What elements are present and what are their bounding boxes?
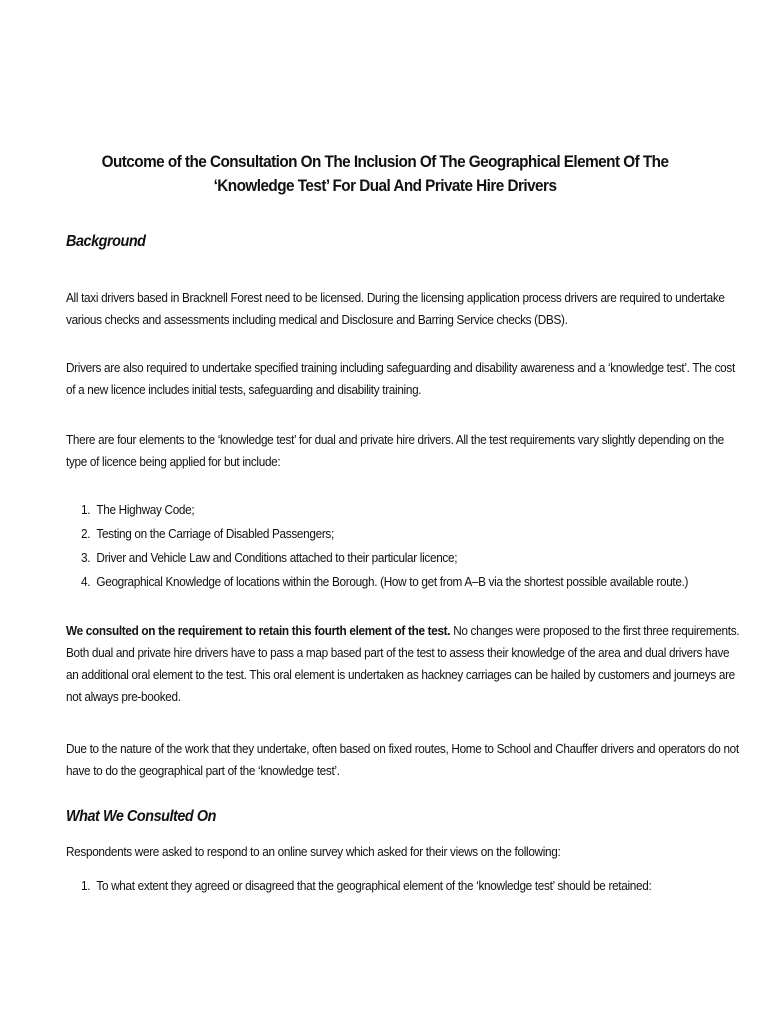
survey-questions-list <box>81 874 651 898</box>
paragraph-line: Respondents were asked to respond to an online survey which asked for their views on the following: <box>66 844 561 859</box>
paragraph-consulted-requirement <box>66 620 738 708</box>
list-item: 2. Testing on the Carriage of Disabled Passengers; <box>81 526 334 541</box>
paragraph-line: an additional oral element to the test. This oral element is undertaken as hackney carriages can be hailed by customers and journeys are <box>66 667 735 682</box>
title-line-1: Outcome of the Consultation On The Inclusion Of The Geographical Element Of The <box>101 152 669 171</box>
list-item: 1. The Highway Code; <box>81 502 195 517</box>
test-elements-list <box>81 498 688 594</box>
paragraph-line: of a new licence includes initial tests, safeguarding and disability training. <box>66 382 422 397</box>
paragraph-line: type of licence being applied for but include: <box>66 454 281 469</box>
paragraph-line: There are four elements to the ‘knowledge test’ for dual and private hire drivers. All the test requirements vary slightly depending on the <box>66 432 724 447</box>
paragraph-survey-intro <box>66 841 738 863</box>
paragraph-line: not always pre-booked. <box>66 689 181 704</box>
list-item: 3. Driver and Vehicle Law and Conditions attached to their particular licence; <box>81 550 458 565</box>
paragraph-four-elements <box>66 429 738 473</box>
list-item: 4. Geographical Knowledge of locations within the Borough. (How to get from A–B via the shortest possible available route.) <box>81 574 689 589</box>
paragraph-line: All taxi drivers based in Bracknell Forest need to be licensed. During the licensing application process drivers are required to undertake <box>66 290 725 305</box>
paragraph-line: have to do the geographical part of the ‘knowledge test’. <box>66 763 340 778</box>
paragraph-line: Both dual and private hire drivers have to pass a map based part of the test to assess their knowledge of the area and dual drivers have <box>66 645 730 660</box>
paragraph-line: Drivers are also required to undertake specified training including safeguarding and disability awareness and a ‘knowledge test’. The cost <box>66 360 735 375</box>
title-line-2: ‘Knowledge Test’ For Dual And Private Hire Drivers <box>213 176 557 195</box>
section-heading-background: Background <box>66 233 146 250</box>
section-heading-what-we-consulted-on: What We Consulted On <box>66 808 216 825</box>
list-item: 1. To what extent they agreed or disagreed that the geographical element of the ‘knowledge test’ should be retained: <box>81 878 652 893</box>
bold-statement: We consulted on the requirement to retain this fourth element of the test. <box>66 623 451 638</box>
paragraph-line: We consulted on the requirement to retain this fourth element of the test. No changes were proposed to the first three requirements. <box>66 623 740 638</box>
document-title <box>75 150 696 198</box>
paragraph-training <box>66 357 738 401</box>
paragraph-licensing <box>66 287 738 331</box>
paragraph-nature-of-work <box>66 738 738 782</box>
paragraph-line: Due to the nature of the work that they undertake, often based on fixed routes, Home to School and Chauffer drivers and operators do not <box>66 741 739 756</box>
paragraph-line: various checks and assessments including medical and Disclosure and Barring Service checks (DBS). <box>66 312 568 327</box>
